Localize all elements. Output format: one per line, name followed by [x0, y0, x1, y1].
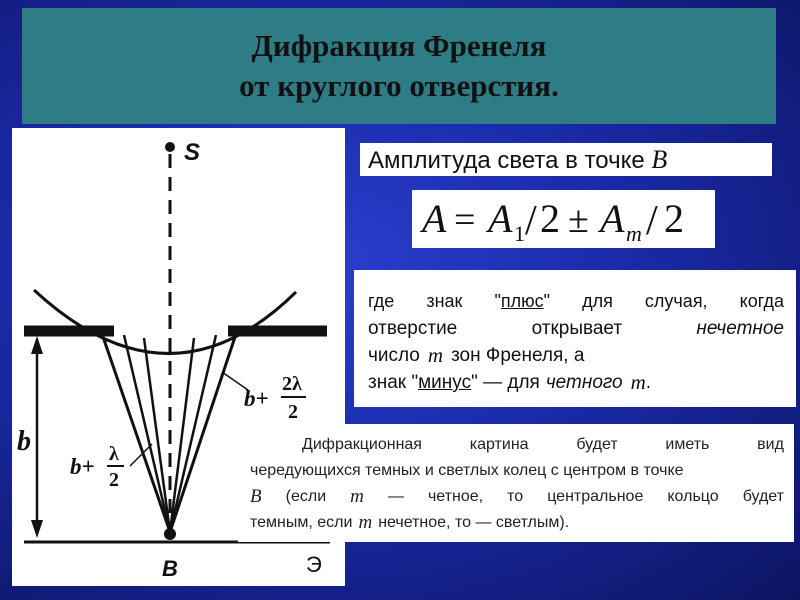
label-b-plus-full: b+	[244, 386, 269, 411]
title-line-2: от круглого отверстия.	[239, 68, 559, 103]
m-variable: m	[427, 343, 444, 367]
pattern-line-3	[250, 484, 784, 510]
ray-outer-left	[100, 328, 170, 532]
sign-dot: .	[645, 372, 652, 393]
amplitude-heading	[360, 143, 772, 176]
pattern-phrase: чередующихся темных и светлых колец с центром в точке	[250, 462, 684, 479]
ray-mid-right	[170, 338, 194, 532]
sign-word: открывает	[531, 318, 623, 339]
sign-word: отверстие	[368, 318, 458, 339]
formula-sub1: 1	[514, 221, 525, 246]
pattern-word: будет	[576, 436, 618, 453]
even-word: четного	[545, 372, 623, 393]
pattern-word: (если	[285, 488, 327, 505]
amplitude-formula	[412, 190, 715, 248]
formula-a: A	[422, 196, 447, 241]
formula-two1: 2	[540, 196, 560, 241]
m-variable: m	[350, 486, 364, 507]
label-b-point: B	[162, 556, 178, 581]
ray-outer-right	[170, 328, 238, 532]
sign-word: для	[582, 291, 613, 311]
sign-phrase: знак "	[368, 372, 419, 393]
pattern-line-1	[250, 432, 784, 458]
wavefront-arc	[34, 290, 296, 354]
plus-word: плюс	[500, 291, 544, 311]
label-b-plus-half: b+	[70, 454, 95, 479]
label-b-distance: b	[17, 426, 31, 457]
pattern-word: центральное	[547, 488, 644, 505]
sign-line-4	[368, 369, 784, 396]
pattern-word: Дифракционная	[302, 436, 422, 453]
formula-slash1: /	[525, 198, 537, 244]
amplitude-text: Амплитуда света в точке	[368, 147, 645, 174]
sign-explanation	[354, 270, 796, 407]
formula-subm: m	[626, 221, 642, 246]
pattern-line-2	[250, 458, 784, 484]
pattern-word: то	[507, 488, 524, 505]
formula-slash2: /	[646, 198, 658, 244]
quote-open: "	[494, 291, 501, 311]
formula-pm: ±	[568, 199, 589, 241]
frac-full-den: 2	[288, 401, 298, 423]
m-variable: m	[358, 512, 373, 533]
pattern-word: четное,	[427, 488, 484, 505]
label-s: S	[184, 139, 201, 166]
sign-word: где	[368, 291, 395, 311]
sign-word: знак	[426, 291, 463, 311]
sign-phrase: " — для	[471, 372, 540, 393]
label-screen: Э	[306, 552, 322, 577]
pattern-word: вид	[757, 436, 784, 453]
sign-line-1	[368, 288, 784, 315]
pattern-word: иметь	[665, 436, 710, 453]
sign-word: случая,	[644, 291, 708, 311]
pattern-description	[238, 424, 794, 542]
sign-line-2	[368, 315, 784, 342]
source-point	[165, 142, 175, 152]
formula-a1: A	[488, 196, 513, 241]
title-line-1: Дифракция Френеля	[251, 28, 547, 63]
amplitude-var: B	[651, 145, 668, 174]
formula-box	[412, 190, 715, 248]
minus-word: минус	[418, 372, 472, 393]
pattern-word: картина	[469, 436, 529, 453]
pattern-line-4	[250, 510, 784, 536]
formula-two2: 2	[664, 196, 684, 241]
sign-plus-group	[495, 288, 551, 315]
formula-eq: =	[454, 199, 476, 241]
quote-close: "	[543, 291, 551, 311]
sign-line-3	[368, 342, 784, 369]
sign-phrase: зон Френеля, а	[451, 345, 585, 366]
pattern-phrase: нечетное, то — светлым).	[378, 514, 570, 531]
m-variable: m	[630, 370, 646, 394]
pattern-word: кольцо	[667, 488, 719, 505]
title-box	[22, 8, 776, 124]
b-variable: B	[250, 486, 262, 507]
pattern-phrase: темным, если	[250, 514, 353, 531]
arrow-head-bottom	[31, 520, 43, 538]
frac-half-den: 2	[109, 469, 119, 491]
arrow-head-top	[31, 336, 43, 354]
odd-word: нечетное	[696, 318, 784, 339]
frac-full-num: 2λ	[282, 373, 302, 395]
sign-word: число	[368, 345, 420, 366]
point-b	[164, 528, 176, 540]
pattern-word: —	[387, 488, 404, 505]
pattern-word: будет	[742, 488, 784, 505]
frac-half-num: λ	[109, 443, 119, 465]
ray-inner-right	[170, 335, 216, 532]
formula-am: A	[600, 196, 625, 241]
sign-word: когда	[739, 291, 784, 311]
